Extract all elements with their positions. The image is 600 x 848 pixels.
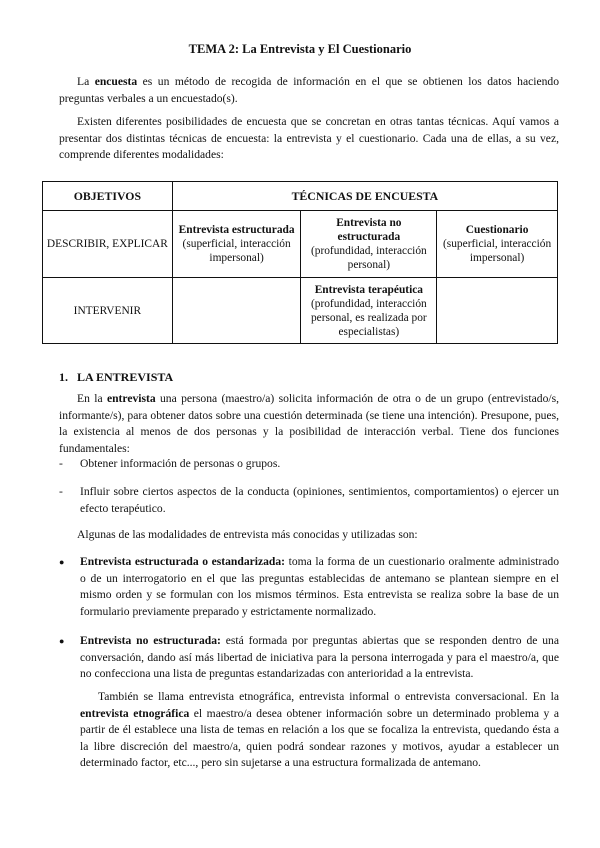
section-paragraph-1 — [59, 391, 559, 457]
bullet-marker: ● — [59, 557, 65, 567]
header-tecnicas: TÉCNICAS DE ENCUESTA — [172, 182, 557, 211]
intro-paragraph-1 — [59, 74, 559, 107]
technique-title: Entrevista terapéutica — [314, 283, 423, 296]
section-heading — [59, 370, 173, 385]
term-encuesta: encuesta — [94, 75, 138, 88]
list-item — [59, 484, 559, 517]
empty-cell — [172, 278, 301, 344]
technique-description: (superficial, interacción impersonal) — [443, 238, 552, 264]
document-title: TEMA 2: La Entrevista y El Cuestionario — [188, 42, 412, 56]
dash-marker: - — [59, 485, 63, 498]
term-entrevista-no-estructurada: Entrevista no estructurada: — [80, 634, 221, 647]
technique-cell — [301, 211, 437, 278]
objetivo-cell: INTERVENIR — [43, 278, 173, 344]
technique-description: (profundidad, interacción personal) — [310, 245, 427, 271]
technique-description: (superficial, interacción impersonal) — [182, 238, 291, 264]
techniques-table — [42, 181, 558, 344]
list-item — [59, 633, 559, 683]
empty-cell — [437, 278, 558, 344]
text-run: En la — [77, 392, 107, 405]
list-item — [59, 456, 559, 473]
section-paragraph-2: Algunas de las modalidades de entrevista más conocidas y utilizadas son: — [77, 528, 418, 541]
table-header-row — [43, 182, 558, 211]
list-item-text: Influir sobre ciertos aspectos de la conducta (opiniones, sentimientos, comportamientos) o ejercer un efecto terapéutico. — [80, 485, 559, 515]
list-item-text — [80, 633, 559, 683]
text-run: el maestro/a desea obtener información sobre un determinado problema y a partir de él establece una lista de temas en relación a los que se focaliza la entrevista, quedando ésta a la libre discreción del maestro/a, quien podrá sondear razones y motivos, ayudar a establecer un determinado factor, etc..., pero sin sujetarse a una estructura formalizada de antemano. — [80, 706, 559, 769]
technique-title: Cuestionario — [465, 224, 529, 236]
text-run: una persona (maestro/a) solicita información de otra o de un grupo (entrevistado/s, informante/s), para obtener datos sobre una cuestión determinada (se tiene una intención). Presupone, pues, la existencia al menos de dos personas y la posibilidad de interacción verbal. Tiene dos funciones fundamentales: — [59, 392, 560, 455]
section-title: LA ENTREVISTA — [77, 370, 174, 384]
header-objetivos: OBJETIVOS — [43, 182, 173, 211]
list-item-text — [80, 554, 559, 620]
dash-marker: - — [59, 457, 63, 470]
technique-title: Entrevista estructurada — [178, 224, 295, 236]
text-run: es un método de recogida de información en el que se obtienen los datos haciendo preguntas verbales a un encuestado(s). — [59, 75, 559, 105]
text-run: La — [77, 75, 95, 88]
objetivo-cell: DESCRIBIR, EXPLICAR — [43, 211, 173, 278]
technique-cell — [301, 278, 437, 344]
list-item — [59, 554, 559, 620]
section-number: 1. — [59, 370, 68, 384]
technique-description: (profundidad, interacción personal, es realizada por especialistas) — [310, 297, 427, 338]
section-paragraph-3 — [80, 689, 559, 772]
technique-title: Entrevista no estructurada — [336, 217, 402, 243]
text-run: está formada por preguntas abiertas que se responden dentro de una conversación, dando así más libertad de iniciativa para la persona interrogada y para el maestro/a, que no confecciona una lista de preguntas estandarizadas con anterioridad a la entrevista. — [80, 634, 559, 680]
table-row — [43, 211, 558, 278]
term-entrevista: entrevista — [106, 392, 156, 405]
text-run: También se llama entrevista etnográfica, entrevista informal o entrevista conversacional. En la — [98, 690, 559, 703]
bullet-marker: ● — [59, 636, 65, 646]
list-item-text: Obtener información de personas o grupos. — [80, 457, 281, 470]
term-entrevista-estructurada: Entrevista estructurada o estandarizada: — [80, 555, 286, 568]
intro-paragraph-2: Existen diferentes posibilidades de encuesta que se concretan en otras tantas técnicas. Aquí vamos a presentar dos distintas técnicas de encuesta: la entrevista y el cuestionario. Cada una de ellas, a su vez, comprende diferentes modalidades: — [59, 115, 559, 161]
technique-cell — [437, 211, 558, 278]
table-row — [43, 278, 558, 344]
text-run: toma la forma de un cuestionario oralmente administrado o de un interrogatorio en el que las preguntas establecidas de antemano se plantean siempre en el mismo orden y se formulan con los mismos términos. Esta entrevista se realiza sobre la base de un formulario previamente preparado y estrictamente normalizado. — [80, 555, 559, 618]
technique-cell — [172, 211, 301, 278]
term-entrevista-etnografica: entrevista etnográfica — [80, 706, 190, 720]
